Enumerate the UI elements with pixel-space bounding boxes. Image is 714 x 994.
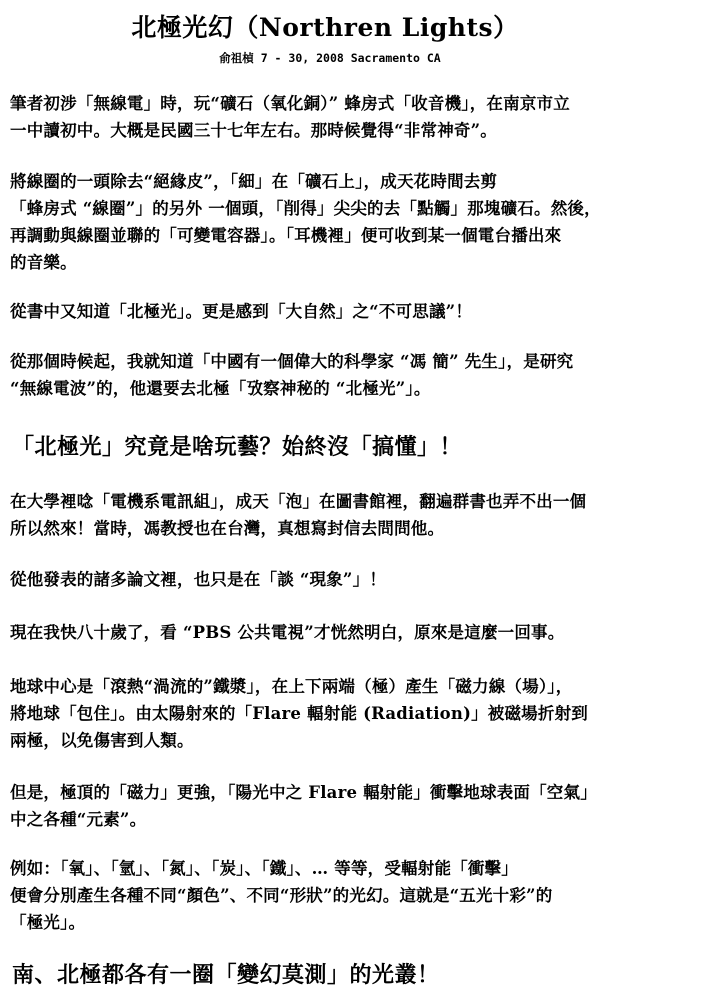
paragraph-2	[10, 168, 710, 276]
paragraph-8	[10, 673, 710, 754]
text-line: 將線圈的一頭除去“絕緣皮”，「細」在「礦石上」，成天花時間去剪	[10, 172, 498, 191]
text-line: 從書中又知道「北極光」。更是感到「大自然」之“不可思議”！	[10, 302, 473, 321]
text-line: 「極光」。	[10, 913, 86, 932]
text-line: “無線電波”的，他還要去北極「攷察神秘的 “北極光”」。	[10, 379, 431, 398]
document-title: 北極光幻（Northren Lights）	[131, 13, 519, 42]
text-line: 從他發表的諸多論文裡，也只是在「談 “現象”」！	[10, 570, 387, 589]
text-line: 便會分別產生各種不同“顏色”、不同“形狀”的光幻。這就是“五光十彩”的	[10, 886, 553, 905]
text-line: 地球中心是「滾熱“渦流的”鐵漿」，在上下兩端（極）產生「磁力線（場）」，	[10, 677, 573, 696]
text-line: 再調動與線圈並聯的「可變電容器」。「耳機裡」便可收到某一個電台播出來	[10, 226, 562, 245]
paragraph-6	[10, 566, 710, 593]
text-line: 在大學裡唸「電機系電訊組」，成天「泡」在圖書館裡，翻遍群書也弄不出一個	[10, 492, 587, 511]
paragraph-4	[10, 348, 710, 402]
text-line: 一中讀初中。大概是民國三十七年左右。那時候覺得“非常神奇”。	[10, 121, 497, 140]
text-line: 例如：「氧」、「氫」、「氮」、「炭」、「鐵」、… 等等，受輻射能「衝擊」	[10, 859, 518, 878]
text-line: 中之各種“元素”。	[10, 810, 147, 829]
author-byline: 俞祖楨 7 - 30, 2008 Sacramento CA	[219, 51, 441, 65]
text-line: 現在我快八十歲了，看 “PBS 公共電視”才恍然明白，原來是這麼一回事。	[10, 623, 565, 642]
paragraph-9	[10, 779, 710, 833]
text-line: 從那個時候起，我就知道「中國有一個偉大的科學家 “馮 簡” 先生」，是研究	[10, 352, 574, 371]
paragraph-5	[10, 488, 710, 542]
section-heading: 「北極光」究竟是啥玩藝？始終沒「搞懂」！	[12, 434, 463, 460]
paragraph-10	[10, 855, 710, 936]
text-line: 但是，極頂的「磁力」更強，「陽光中之 Flare 輻射能」衝擊地球表面「空氣」	[10, 783, 597, 802]
paragraph-1	[10, 90, 710, 144]
text-line: 兩極，以免傷害到人類。	[10, 731, 194, 750]
text-line: 所以然來！當時，馮教授也在台灣，真想寫封信去問問他。	[10, 519, 445, 538]
text-line: 的音樂。	[10, 253, 77, 272]
section-heading: 南、北極都各有一圈「變幻莫測」的光叢！	[12, 962, 440, 988]
paragraph-3	[10, 298, 710, 325]
text-line: 將地球「包住」。由太陽射來的「Flare 輻射能 (Radiation)」被磁場折射到	[10, 704, 588, 723]
text-line: 「蜂房式 “線圈”」的另外 一個頭，「削得」尖尖的去「點觸」那塊礦石。然後，	[10, 199, 601, 218]
paragraph-7	[10, 619, 710, 646]
text-line: 筆者初涉「無線電」時，玩“礦石（氧化銅）” 蜂房式「收音機」，在南京市立	[10, 94, 570, 113]
